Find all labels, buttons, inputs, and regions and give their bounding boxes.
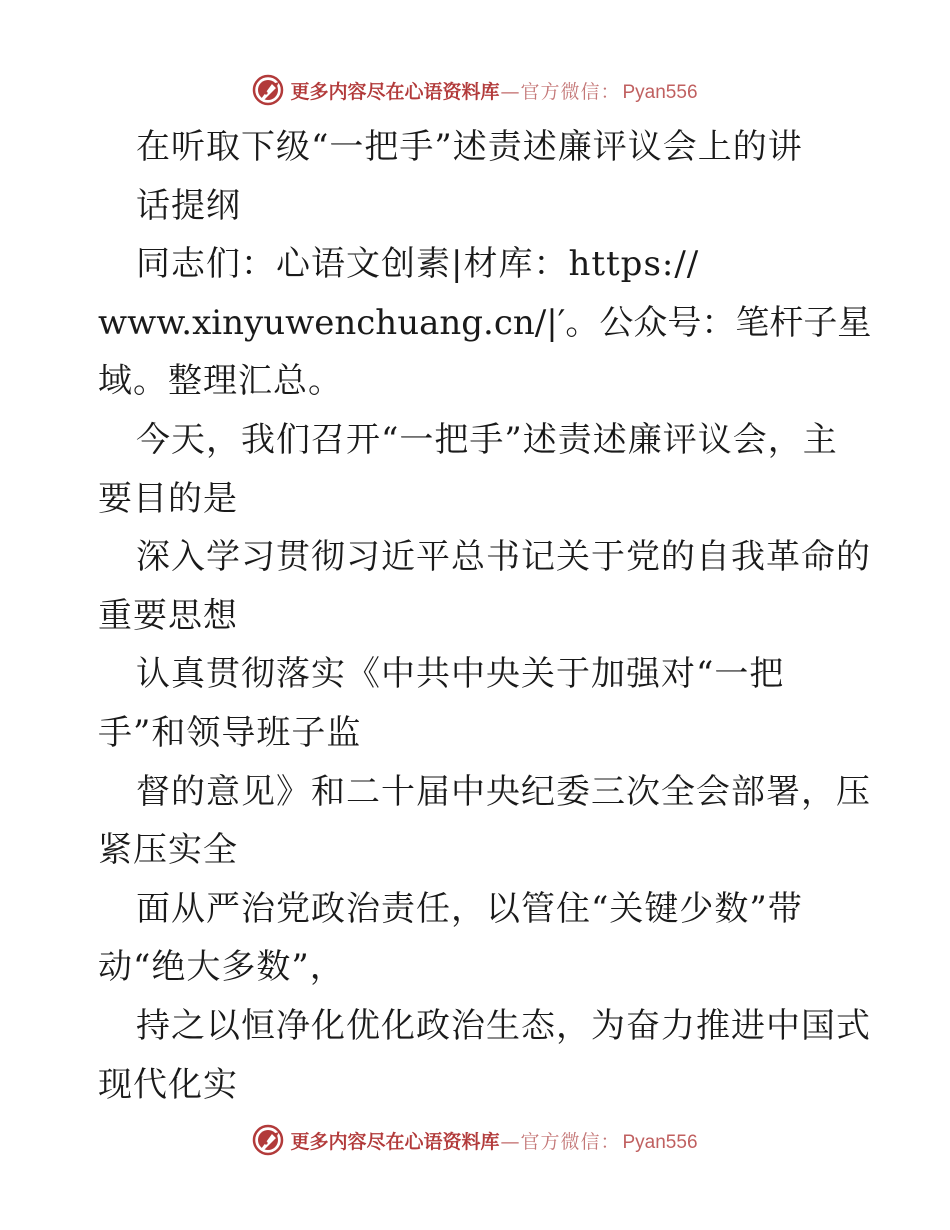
banner-promo-text: 更多内容尽在心语资料库 (290, 1130, 500, 1153)
paragraph-line: 紧压实全 (98, 830, 238, 871)
pen-nib-logo-icon (252, 1124, 284, 1156)
paragraph-line: 手”和领导班子监 (98, 712, 362, 753)
paragraph-line: www.xinyuwenchuang.cn/|′。公众号：笔杆子星 (98, 302, 872, 343)
banner-dash: — (500, 1130, 520, 1153)
banner-wechat-label: 官方微信： (520, 80, 621, 103)
paragraph-line: 面从严治党政治责任，以管住“关键少数”带 (136, 888, 803, 929)
banner-wechat-id: Pyan556 (622, 81, 698, 103)
banner-wechat-id: Pyan556 (622, 1131, 698, 1153)
pen-nib-logo-icon (252, 74, 284, 106)
paragraph-line: 现代化实 (98, 1064, 238, 1105)
paragraph-line: 持之以恒净化优化政治生态，为奋力推进中国式 (136, 1005, 871, 1046)
paragraph-line: 深入学习贯彻习近平总书记关于党的自我革命的 (136, 537, 871, 578)
document-body (98, 118, 872, 1114)
paragraph-line: 要目的是 (98, 478, 238, 519)
paragraph-line: 重要思想 (98, 595, 238, 636)
paragraph-line: 动“绝大多数”， (98, 947, 345, 988)
banner-text (290, 1127, 697, 1154)
paragraph-line: 督的意见》和二十届中央纪委三次全会部署，压 (136, 771, 871, 812)
banner-dash: — (500, 80, 520, 103)
banner-wechat-label: 官方微信： (520, 1130, 621, 1153)
banner-text (290, 77, 697, 104)
title-line-1: 在听取下级“一把手”述责述廉评议会上的讲 (136, 127, 803, 167)
footer-banner (0, 1122, 950, 1158)
paragraph-line: 今天，我们召开“一把手”述责述廉评议会，主 (136, 419, 838, 460)
title-line-2: 话提纲 (136, 185, 241, 226)
header-banner (0, 72, 950, 108)
paragraph-line: 域。整理汇总。 (98, 361, 343, 402)
paragraph-line: 同志们：心语文创素|材库：https:// (136, 244, 700, 285)
paragraph-line: 认真贯彻落实《中共中央关于加强对“一把 (136, 654, 785, 695)
banner-promo-text: 更多内容尽在心语资料库 (290, 80, 500, 103)
